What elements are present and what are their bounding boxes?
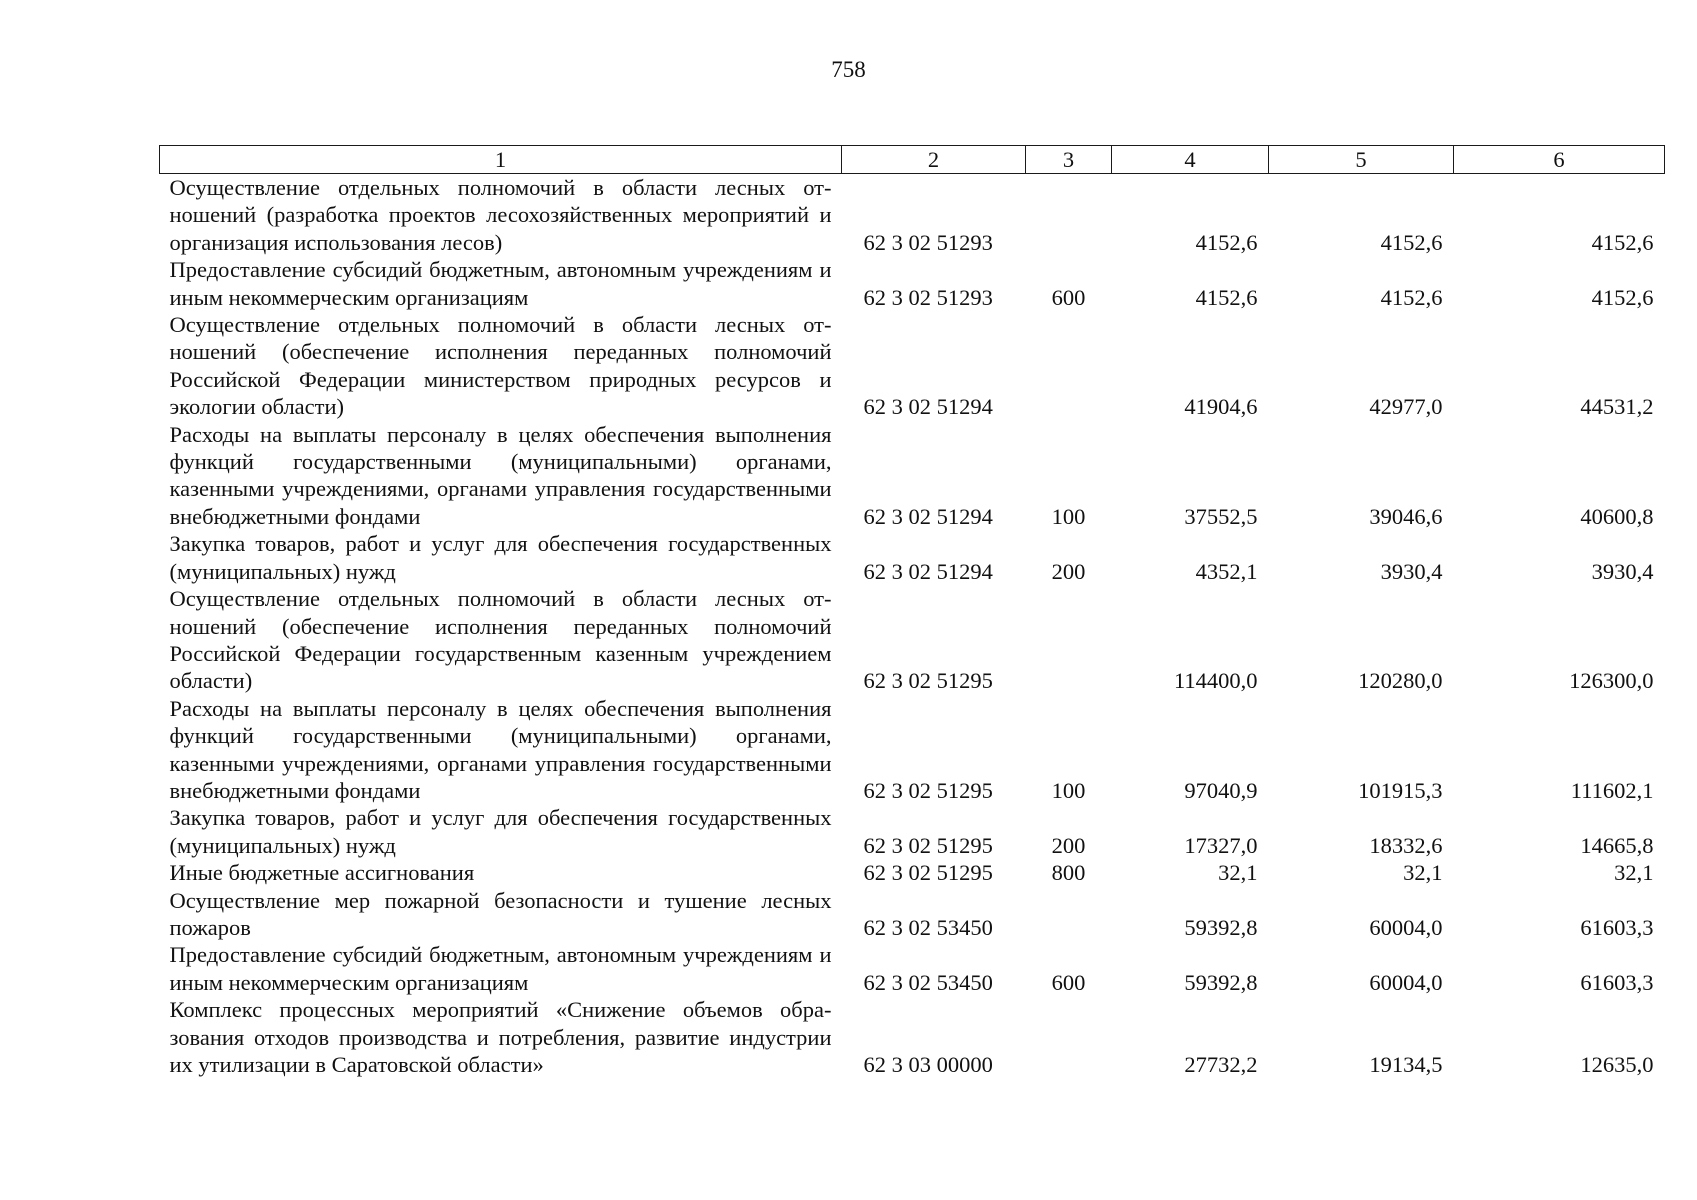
row-value-5: 39046,6 — [1369, 503, 1443, 529]
row-expense-type: 800 — [1051, 860, 1086, 886]
row-name: Осуществление отдельных полномочий в области лесных отношений (обеспечение исполнения переданных полномочий Российской Федерации государственным казенным учреждением области) — [169, 586, 832, 694]
row-value-4: 27732,2 — [1184, 1052, 1258, 1077]
table-row — [160, 859, 1665, 886]
row-code: 62 3 02 51294 — [863, 394, 993, 420]
row-value-4: 4352,1 — [1195, 558, 1258, 584]
row-name: Расходы на выплаты персоналу в целях обеспечения выполнения функций государственными (муниципальными) органами, казенными учреждениями, органами управления государственными внебюджетными фондами — [169, 695, 832, 803]
column-header-value-5: 5 — [1269, 146, 1454, 174]
row-value-6: 12635,0 — [1580, 1052, 1654, 1077]
row-value-4: 59392,8 — [1184, 914, 1258, 940]
table-row — [160, 941, 1665, 996]
table-row — [160, 311, 1665, 421]
row-value-5: 60004,0 — [1369, 969, 1443, 995]
row-code: 62 3 02 51295 — [863, 860, 993, 886]
row-name: Иные бюджетные ассигнования — [169, 860, 475, 886]
table-row — [160, 421, 1665, 531]
row-expense-type — [1026, 996, 1112, 1078]
row-value-4: 17327,0 — [1184, 832, 1258, 858]
row-code: 62 3 02 53450 — [863, 914, 993, 940]
page-number: 758 — [831, 57, 866, 82]
row-value-4: 4152,6 — [1195, 284, 1258, 310]
row-value-6: 44531,2 — [1580, 394, 1654, 420]
row-name: Осуществление отдельных полномочий в области лесных отношений (обеспечение исполнения переданных полномочий Российской Федерации министерством природных ресурсов и экологии области) — [169, 312, 832, 420]
row-name: Закупка товаров, работ и услуг для обеспечения государственных (муниципальных) нужд — [169, 805, 832, 858]
table-header-row — [160, 146, 1665, 174]
row-code: 62 3 02 53450 — [863, 969, 993, 995]
row-name: Предоставление субсидий бюджетным, автономным учреждениям и иным некоммерческим организациям — [169, 942, 832, 995]
row-value-5: 60004,0 — [1369, 914, 1443, 940]
row-name: Предоставление субсидий бюджетным, автономным учреждениям и иным некоммерческим организациям — [169, 257, 832, 310]
row-value-6: 4152,6 — [1591, 284, 1654, 310]
column-header-name: 1 — [160, 146, 842, 174]
row-value-4: 41904,6 — [1184, 394, 1258, 420]
row-expense-type: 600 — [1051, 969, 1086, 995]
row-value-5: 18332,6 — [1369, 832, 1443, 858]
row-value-5: 3930,4 — [1380, 558, 1443, 584]
row-code: 62 3 02 51295 — [863, 668, 993, 694]
table-row — [160, 174, 1665, 257]
row-value-4: 4152,6 — [1195, 229, 1258, 255]
row-value-4: 32,1 — [1218, 860, 1258, 886]
row-expense-type: 200 — [1051, 832, 1086, 858]
row-name: Закупка товаров, работ и услуг для обеспечения государственных (муниципальных) нужд — [169, 531, 832, 584]
budget-table — [159, 145, 1665, 1078]
column-header-value-4: 4 — [1112, 146, 1269, 174]
row-code: 62 3 02 51293 — [863, 229, 993, 255]
row-expense-type — [1026, 174, 1112, 257]
table-row — [160, 530, 1665, 585]
row-value-5: 4152,6 — [1380, 284, 1443, 310]
row-value-4: 114400,0 — [1173, 668, 1258, 694]
column-header-code: 2 — [842, 146, 1026, 174]
row-value-5: 120280,0 — [1358, 668, 1443, 694]
row-expense-type: 600 — [1051, 284, 1086, 310]
table-row — [160, 585, 1665, 695]
table-row — [160, 804, 1665, 859]
row-value-5: 42977,0 — [1369, 394, 1443, 420]
column-header-type: 3 — [1026, 146, 1112, 174]
row-value-5: 19134,5 — [1369, 1052, 1443, 1077]
row-code: 62 3 02 51294 — [863, 558, 993, 584]
row-value-4: 37552,5 — [1184, 503, 1258, 529]
row-code: 62 3 02 51294 — [863, 503, 993, 529]
row-code: 62 3 02 51293 — [863, 284, 993, 310]
row-value-6: 126300,0 — [1569, 668, 1654, 694]
row-expense-type: 100 — [1051, 777, 1086, 803]
row-value-4: 97040,9 — [1184, 777, 1258, 803]
row-expense-type — [1026, 311, 1112, 421]
row-value-5: 4152,6 — [1380, 229, 1443, 255]
row-value-5: 101915,3 — [1358, 777, 1443, 803]
row-expense-type: 200 — [1051, 558, 1086, 584]
row-code: 62 3 02 51295 — [863, 832, 993, 858]
row-code: 62 3 03 00000 — [863, 1052, 993, 1077]
table-row — [160, 996, 1665, 1078]
row-value-6: 61603,3 — [1580, 969, 1654, 995]
row-value-6: 14665,8 — [1580, 832, 1654, 858]
row-name: Комплекс процессных мероприятий «Снижение объемов образования отходов производства и потребления, развитие индустрии их утилизации в Саратовской области» — [169, 997, 832, 1077]
row-name: Осуществление мер пожарной безопасности и тушение лесных пожаров — [169, 887, 832, 940]
row-expense-type: 100 — [1051, 503, 1086, 529]
row-code: 62 3 02 51295 — [863, 777, 993, 803]
table-row — [160, 256, 1665, 311]
row-value-6: 40600,8 — [1580, 503, 1654, 529]
row-name: Осуществление отдельных полномочий в области лесных отношений (разработка проектов лесохозяйственных мероприятий и организация использования лесов) — [169, 175, 832, 255]
row-expense-type — [1026, 887, 1112, 942]
table-row — [160, 887, 1665, 942]
row-value-6: 111602,1 — [1570, 777, 1654, 803]
row-value-5: 32,1 — [1403, 860, 1443, 886]
row-value-6: 61603,3 — [1580, 914, 1654, 940]
table-row — [160, 695, 1665, 805]
row-value-4: 59392,8 — [1184, 969, 1258, 995]
row-value-6: 32,1 — [1614, 860, 1654, 886]
column-header-value-6: 6 — [1454, 146, 1665, 174]
row-value-6: 3930,4 — [1591, 558, 1654, 584]
row-expense-type — [1026, 585, 1112, 695]
row-name: Расходы на выплаты персоналу в целях обеспечения выполнения функций государственными (муниципальными) органами, казенными учреждениями, органами управления государственными внебюджетными фондами — [169, 421, 832, 529]
row-value-6: 4152,6 — [1591, 229, 1654, 255]
